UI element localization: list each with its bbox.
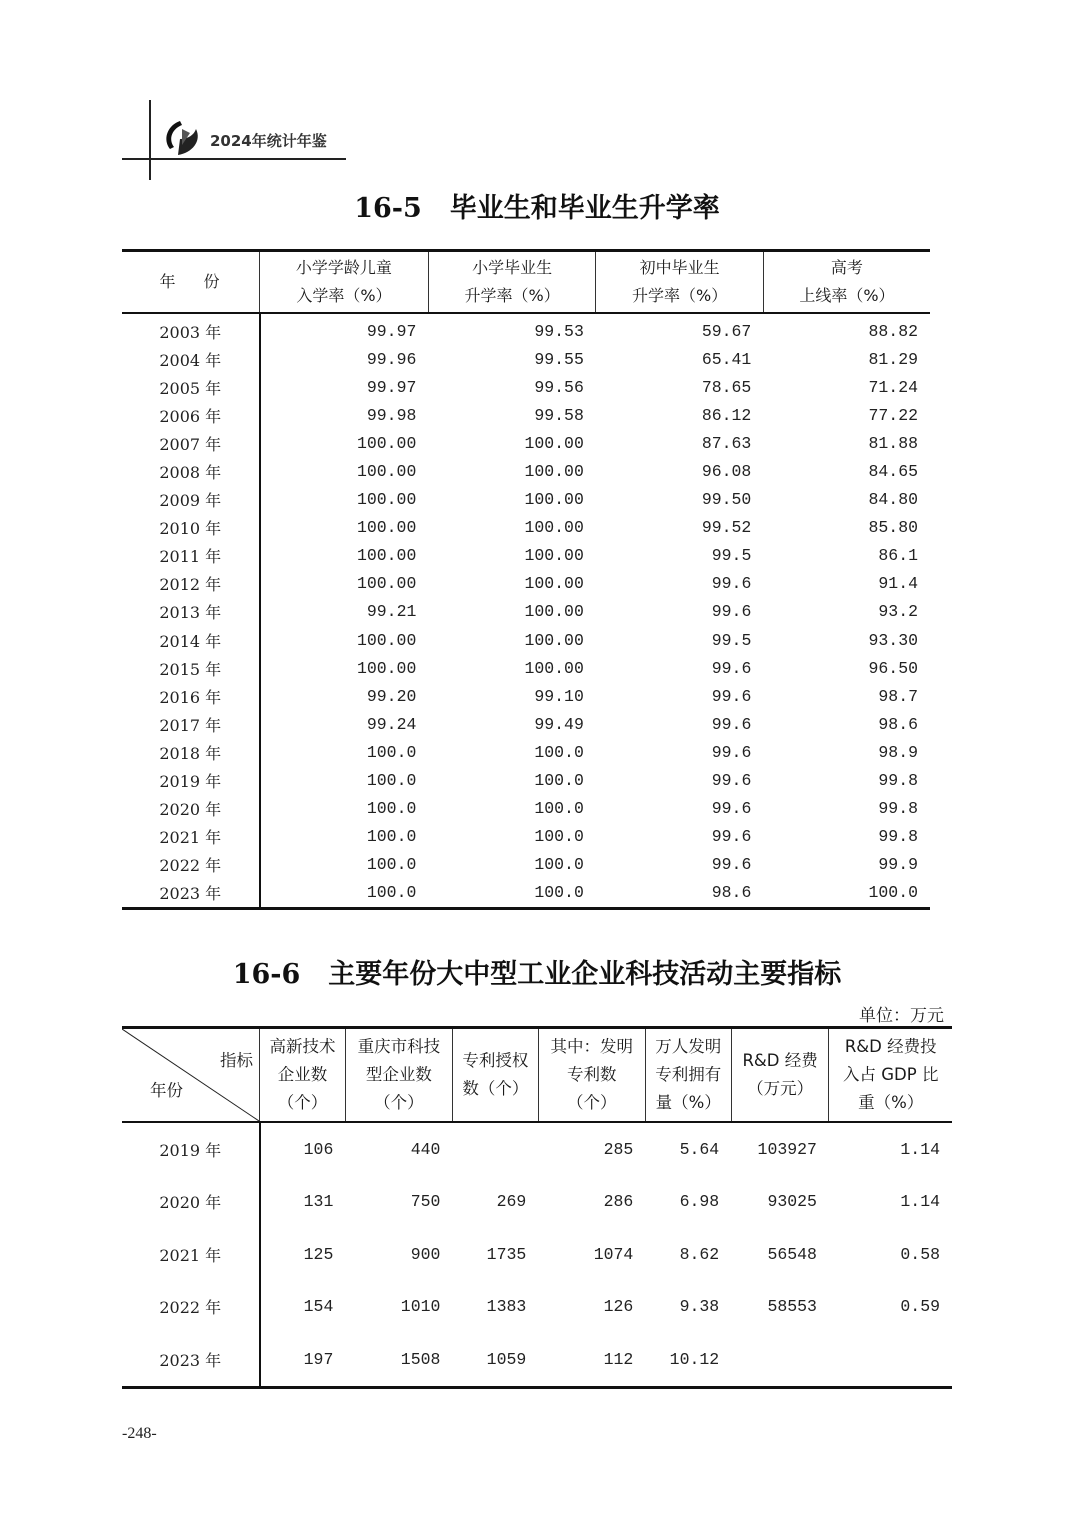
- value-cell: 1.14: [900, 1139, 940, 1159]
- year-cell: 2008 年: [122, 457, 260, 485]
- value-cell: 99.5: [711, 546, 752, 566]
- value-cell: 99.56: [534, 377, 584, 397]
- table2-header-row: [122, 1028, 952, 1123]
- year-cell: 2023 年: [122, 1333, 260, 1387]
- value-cell: 100.00: [524, 462, 584, 482]
- table-row: [122, 1122, 952, 1176]
- year-cell: 2014 年: [122, 626, 260, 654]
- value-cell: 100.0: [366, 742, 417, 762]
- value-cell: 100.00: [524, 630, 584, 650]
- value-cell: 99.6: [711, 827, 752, 847]
- table1-title: [0, 186, 1074, 225]
- value-cell: 77.22: [868, 405, 918, 425]
- value-cell: 99.8: [878, 771, 918, 791]
- col-header-invention-per-10k: 万人发明 专利拥有 量（%）: [645, 1028, 731, 1123]
- col-header-primary-enrollment: 小学学龄儿童 入学率（%）: [260, 251, 429, 314]
- year-cell: 2006 年: [122, 401, 260, 429]
- table1-number: 16-5: [354, 193, 422, 224]
- value-cell: 100.00: [524, 602, 584, 622]
- value-cell: 99.58: [534, 405, 584, 425]
- table-row: [122, 1333, 952, 1387]
- corner-year-label: 年份: [150, 1081, 183, 1100]
- table-row: [122, 851, 930, 879]
- year-cell: 2018 年: [122, 738, 260, 766]
- value-cell: 440: [410, 1139, 441, 1159]
- value-cell: 112: [538, 1333, 645, 1387]
- value-cell: 1010: [400, 1297, 441, 1317]
- corner-header: [122, 1028, 260, 1123]
- value-cell: 131: [303, 1192, 334, 1212]
- year-cell: 2023 年: [122, 879, 260, 909]
- value-cell: 0.58: [900, 1244, 940, 1264]
- page-number: -248-: [122, 1425, 157, 1442]
- value-cell: 100.00: [524, 574, 584, 594]
- unit-label: 单位：万元: [859, 1006, 944, 1026]
- table-row: [122, 1228, 952, 1281]
- tech-activity-table: [122, 1026, 952, 1389]
- year-cell: 2015 年: [122, 654, 260, 682]
- year-cell: 2016 年: [122, 682, 260, 710]
- table2-title-text: 主要年份大中型工业企业科技活动主要指标: [328, 959, 842, 990]
- value-cell: 84.65: [868, 462, 918, 482]
- value-cell: 96.08: [701, 462, 752, 482]
- value-cell: 99.6: [711, 742, 752, 762]
- col-header-primary-promotion: 小学毕业生 升学率（%）: [428, 251, 595, 314]
- col-header-rd-gdp-ratio: R&D 经费投 入占 GDP 比 重（%）: [829, 1028, 952, 1123]
- header-vertical-rule: [149, 100, 151, 180]
- value-cell: 100.00: [524, 518, 584, 538]
- year-cell: 2017 年: [122, 710, 260, 738]
- year-cell: 2009 年: [122, 486, 260, 514]
- value-cell: 99.8: [878, 799, 918, 819]
- year-cell: 2003 年: [122, 313, 260, 345]
- header-horizontal-rule: [122, 158, 346, 160]
- year-cell: 2022 年: [122, 1281, 260, 1334]
- value-cell: 6.98: [679, 1192, 720, 1212]
- table-row: [122, 795, 930, 823]
- value-cell: 98.7: [878, 686, 918, 706]
- value-cell: 1059: [452, 1333, 538, 1387]
- table-row: [122, 710, 930, 738]
- value-cell: 5.64: [679, 1139, 720, 1159]
- corner-indicator-label: 指标: [220, 1051, 253, 1070]
- year-cell: 2020 年: [122, 1176, 260, 1229]
- value-cell: 100.00: [524, 658, 584, 678]
- col-header-year: 年 份: [122, 251, 260, 314]
- value-cell: 154: [303, 1297, 334, 1317]
- value-cell: 286: [603, 1192, 634, 1212]
- year-cell: 2007 年: [122, 429, 260, 457]
- year-cell: 2019 年: [122, 1122, 260, 1176]
- value-cell: 81.29: [868, 349, 918, 369]
- value-cell: 99.97: [366, 377, 417, 397]
- statistics-logo-icon: [160, 115, 204, 159]
- value-cell: 93025: [767, 1192, 817, 1212]
- value-cell: 106: [303, 1139, 334, 1159]
- value-cell: 99.10: [534, 686, 584, 706]
- table-row: [122, 457, 930, 485]
- col-header-rd-expenditure: R&D 经费 （万元）: [731, 1028, 829, 1123]
- value-cell: 100.00: [356, 490, 417, 510]
- value-cell: 99.6: [711, 686, 752, 706]
- col-header-patents-granted: 专利授权 数（个）: [452, 1028, 538, 1123]
- table-row: [122, 1281, 952, 1334]
- value-cell: 99.21: [366, 602, 417, 622]
- table-row: [122, 879, 930, 909]
- value-cell: 98.6: [878, 714, 918, 734]
- value-cell: 100.00: [356, 574, 417, 594]
- value-cell: 99.6: [711, 799, 752, 819]
- value-cell: 99.98: [366, 405, 417, 425]
- value-cell: 99.49: [534, 714, 584, 734]
- value-cell: 56548: [767, 1244, 817, 1264]
- table-row: [122, 570, 930, 598]
- table-row: [122, 486, 930, 514]
- value-cell: 99.6: [711, 771, 752, 791]
- value-cell: 99.20: [366, 686, 417, 706]
- value-cell: 100.0: [260, 879, 429, 909]
- value-cell: 86.1: [878, 546, 918, 566]
- value-cell: 125: [303, 1244, 334, 1264]
- value-cell: 93.2: [878, 602, 918, 622]
- table-row: [122, 373, 930, 401]
- table-row: [122, 401, 930, 429]
- value-cell: 99.50: [701, 490, 752, 510]
- year-cell: 2005 年: [122, 373, 260, 401]
- value-cell: 100.00: [524, 433, 584, 453]
- value-cell: 98.6: [596, 879, 763, 909]
- value-cell: 100.00: [356, 518, 417, 538]
- year-cell: 2004 年: [122, 345, 260, 373]
- value-cell: 100.0: [534, 771, 584, 791]
- year-cell: 2021 年: [122, 1228, 260, 1281]
- value-cell: [731, 1333, 829, 1387]
- value-cell: 99.52: [701, 518, 752, 538]
- value-cell: 58553: [767, 1297, 817, 1317]
- value-cell: 900: [410, 1244, 441, 1264]
- value-cell: 269: [496, 1192, 527, 1212]
- yearbook-title: 2024年统计年鉴: [210, 132, 327, 150]
- value-cell: 100.00: [524, 490, 584, 510]
- value-cell: 100.00: [356, 546, 417, 566]
- value-cell: 1074: [593, 1244, 634, 1264]
- value-cell: 59.67: [701, 321, 752, 341]
- value-cell: 100.00: [356, 462, 417, 482]
- value-cell: 71.24: [868, 377, 918, 397]
- value-cell: 100.0: [534, 827, 584, 847]
- value-cell: 197: [260, 1333, 346, 1387]
- table-row: [122, 313, 930, 345]
- value-cell: 88.82: [868, 321, 918, 341]
- col-header-gaokao-pass: 高考 上线率（%）: [763, 251, 930, 314]
- table-row: [122, 598, 930, 626]
- value-cell: 100.0: [534, 742, 584, 762]
- value-cell: 98.9: [878, 742, 918, 762]
- table1-header-row: [122, 251, 930, 314]
- value-cell: 1508: [345, 1333, 452, 1387]
- table1-title-text: 毕业生和毕业生升学率: [449, 193, 720, 224]
- value-cell: 99.6: [711, 658, 752, 678]
- value-cell: 85.80: [868, 518, 918, 538]
- value-cell: 100.0: [534, 799, 584, 819]
- year-cell: 2019 年: [122, 767, 260, 795]
- value-cell: 100.0: [366, 799, 417, 819]
- year-cell: 2021 年: [122, 823, 260, 851]
- value-cell: 100.0: [366, 855, 417, 875]
- value-cell: 99.97: [366, 321, 417, 341]
- table-row: [122, 429, 930, 457]
- value-cell: 99.5: [711, 630, 752, 650]
- year-cell: 2020 年: [122, 795, 260, 823]
- value-cell: 1.14: [900, 1192, 940, 1212]
- col-header-cq-tech-count: 重庆市科技 型企业数 （个）: [345, 1028, 452, 1123]
- value-cell: 91.4: [878, 574, 918, 594]
- value-cell: 285: [603, 1139, 634, 1159]
- value-cell: 1735: [486, 1244, 527, 1264]
- value-cell: 103927: [757, 1139, 817, 1159]
- value-cell: 1383: [486, 1297, 527, 1317]
- value-cell: 99.24: [366, 714, 417, 734]
- table-row: [122, 823, 930, 851]
- value-cell: 100.00: [356, 433, 417, 453]
- year-cell: 2011 年: [122, 542, 260, 570]
- value-cell: 99.55: [534, 349, 584, 369]
- value-cell: 99.6: [711, 574, 752, 594]
- value-cell: 0.59: [900, 1297, 940, 1317]
- value-cell: 96.50: [868, 658, 918, 678]
- col-header-hightech-count: 高新技术 企业数 （个）: [260, 1028, 346, 1123]
- value-cell: 100.00: [356, 658, 417, 678]
- graduates-table: [122, 249, 930, 910]
- value-cell: 99.96: [366, 349, 417, 369]
- table-row: [122, 738, 930, 766]
- value-cell: 87.63: [701, 433, 752, 453]
- value-cell: 99.53: [534, 321, 584, 341]
- value-cell: 8.62: [679, 1244, 720, 1264]
- table-row: [122, 542, 930, 570]
- value-cell: 100.0: [763, 879, 930, 909]
- table-row: [122, 626, 930, 654]
- value-cell: 100.0: [366, 771, 417, 791]
- table2-title: [0, 952, 1074, 991]
- value-cell: 100.00: [356, 630, 417, 650]
- value-cell: 84.80: [868, 490, 918, 510]
- value-cell: 100.00: [524, 546, 584, 566]
- value-cell: 100.0: [428, 879, 595, 909]
- table-row: [122, 345, 930, 373]
- value-cell: 99.9: [878, 855, 918, 875]
- col-header-junior-promotion: 初中毕业生 升学率（%）: [596, 251, 763, 314]
- value-cell: 99.6: [711, 602, 752, 622]
- year-cell: 2012 年: [122, 570, 260, 598]
- value-cell: 65.41: [701, 349, 752, 369]
- year-cell: 2022 年: [122, 851, 260, 879]
- value-cell: [452, 1122, 538, 1176]
- year-cell: 2013 年: [122, 598, 260, 626]
- value-cell: 81.88: [868, 433, 918, 453]
- table-row: [122, 654, 930, 682]
- table-row: [122, 767, 930, 795]
- value-cell: 126: [603, 1297, 634, 1317]
- value-cell: 99.8: [878, 827, 918, 847]
- value-cell: [829, 1333, 952, 1387]
- diagonal-divider: [122, 1029, 259, 1121]
- table2-number: 16-6: [232, 959, 301, 990]
- value-cell: 99.6: [711, 855, 752, 875]
- value-cell: 100.0: [366, 827, 417, 847]
- value-cell: 86.12: [701, 405, 752, 425]
- value-cell: 9.38: [679, 1297, 720, 1317]
- value-cell: 100.0: [534, 855, 584, 875]
- value-cell: 78.65: [701, 377, 752, 397]
- table-row: [122, 514, 930, 542]
- year-cell: 2010 年: [122, 514, 260, 542]
- table-row: [122, 1176, 952, 1229]
- value-cell: 93.30: [868, 630, 918, 650]
- value-cell: 750: [410, 1192, 441, 1212]
- col-header-invention-patents: 其中：发明 专利数 （个）: [538, 1028, 645, 1123]
- value-cell: 99.6: [711, 714, 752, 734]
- table-row: [122, 682, 930, 710]
- value-cell: 10.12: [645, 1333, 731, 1387]
